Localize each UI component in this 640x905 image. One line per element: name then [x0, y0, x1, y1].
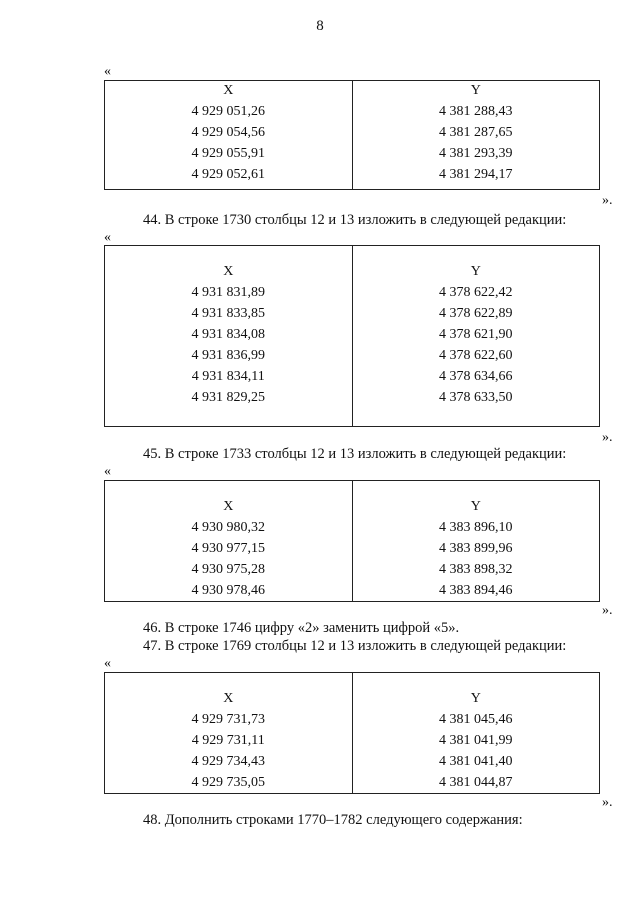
x-header: X — [223, 691, 234, 706]
y-cell: 4 378 621,90 — [439, 327, 513, 342]
open-quote-1: « — [104, 64, 111, 79]
x-cell: 4 929 051,26 — [191, 104, 265, 119]
y-cell: 4 383 896,10 — [439, 520, 513, 535]
x-cell: 4 931 834,11 — [191, 369, 265, 384]
y-cell: 4 378 634,66 — [439, 369, 513, 384]
close-quote-1: ». — [602, 193, 613, 208]
x-cell: 4 929 735,05 — [191, 775, 265, 790]
x-cell: 4 931 833,85 — [191, 306, 265, 321]
y-cell: 4 383 898,32 — [439, 562, 513, 577]
open-quote-3: « — [104, 464, 111, 479]
coordinates-table-2 — [104, 245, 600, 427]
x-column — [105, 81, 353, 190]
y-column — [352, 81, 600, 190]
y-cell: 4 378 622,89 — [439, 306, 513, 321]
y-column — [352, 246, 600, 427]
coordinates-table-4 — [104, 672, 600, 794]
coordinates-table-3 — [104, 480, 600, 602]
y-header: Y — [470, 83, 481, 98]
x-column — [105, 481, 353, 602]
close-quote-4: ». — [602, 795, 613, 810]
x-header: X — [223, 83, 234, 98]
x-cell: 4 931 836,99 — [191, 348, 265, 363]
x-cell: 4 930 980,32 — [191, 520, 265, 535]
y-cell: 4 381 287,65 — [439, 125, 513, 140]
paragraph-48: 48. Дополнить строками 1770–1782 следующего содержания: — [143, 812, 523, 828]
x-cell: 4 931 834,08 — [191, 327, 265, 342]
y-cell: 4 383 894,46 — [439, 583, 513, 598]
paragraph-44: 44. В строке 1730 столбцы 12 и 13 изложить в следующей редакции: — [143, 212, 567, 228]
y-header: Y — [470, 691, 481, 706]
y-header: Y — [470, 264, 481, 279]
x-cell: 4 929 055,91 — [191, 146, 265, 161]
open-quote-4: « — [104, 656, 111, 671]
y-cell: 4 378 622,60 — [439, 348, 513, 363]
x-cell: 4 929 731,73 — [191, 712, 265, 727]
y-cell: 4 381 041,99 — [439, 733, 513, 748]
x-cell: 4 929 054,56 — [191, 125, 265, 140]
y-cell: 4 381 288,43 — [439, 104, 513, 119]
x-header: X — [223, 264, 234, 279]
y-cell: 4 378 633,50 — [439, 390, 513, 405]
x-cell: 4 929 052,61 — [191, 167, 265, 182]
page-number: 8 — [316, 18, 324, 34]
y-cell: 4 381 294,17 — [439, 167, 513, 182]
y-cell: 4 381 041,40 — [439, 754, 513, 769]
x-column — [105, 246, 353, 427]
x-header: X — [223, 499, 234, 514]
y-cell: 4 383 899,96 — [439, 541, 513, 556]
close-quote-2: ». — [602, 430, 613, 445]
open-quote-2: « — [104, 230, 111, 245]
close-quote-3: ». — [602, 603, 613, 618]
y-cell: 4 381 293,39 — [439, 146, 513, 161]
paragraph-47: 47. В строке 1769 столбцы 12 и 13 изложить в следующей редакции: — [143, 638, 567, 654]
y-header: Y — [470, 499, 481, 514]
paragraph-45: 45. В строке 1733 столбцы 12 и 13 изложить в следующей редакции: — [143, 446, 567, 462]
x-cell: 4 930 977,15 — [191, 541, 265, 556]
x-cell: 4 931 829,25 — [191, 390, 265, 405]
x-cell: 4 931 831,89 — [191, 285, 265, 300]
x-cell: 4 930 975,28 — [191, 562, 265, 577]
y-column — [352, 673, 600, 794]
x-cell: 4 930 978,46 — [191, 583, 265, 598]
y-column — [352, 481, 600, 602]
y-cell: 4 378 622,42 — [439, 285, 513, 300]
x-cell: 4 929 731,11 — [191, 733, 265, 748]
y-cell: 4 381 044,87 — [439, 775, 513, 790]
x-cell: 4 929 734,43 — [191, 754, 265, 769]
paragraph-46: 46. В строке 1746 цифру «2» заменить цифрой «5». — [143, 620, 460, 636]
y-cell: 4 381 045,46 — [439, 712, 513, 727]
coordinates-table-1 — [104, 80, 600, 190]
x-column — [105, 673, 353, 794]
